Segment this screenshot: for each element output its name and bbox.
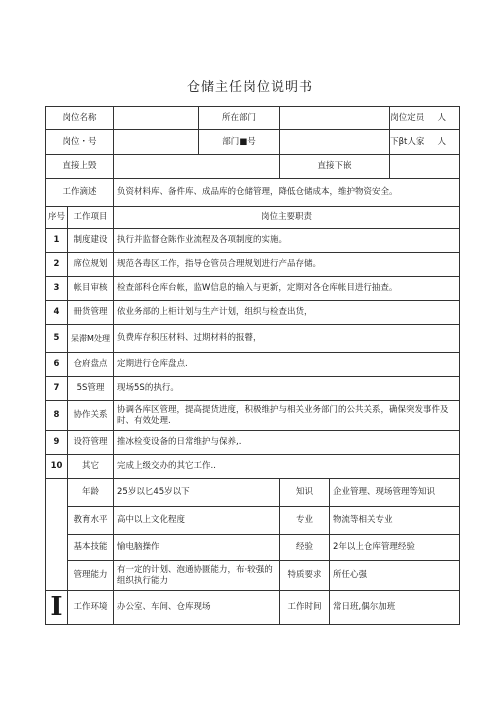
qual-value: 25岁以匕45岁以下 [114,479,280,507]
duty-number: 1 [46,229,68,253]
duty-row [46,277,460,301]
duty-number: 3 [46,277,68,301]
value-direct-superior [114,155,280,179]
duty-row [46,377,460,401]
duty-number: 9 [46,431,68,455]
label-position-number: 岗位・号 [46,130,114,155]
value-direct-subordinate [390,155,460,179]
label-headcount: 岗位定员 [390,112,425,123]
col-header-item: 工作项目 [68,207,114,229]
qualification-row [46,479,460,507]
duty-description: 推冰检变设备的日常维护与保养,. [114,431,460,455]
qual-label: 知识 [280,479,330,507]
duty-description: 依业务部的上柜计划与生产计划，组织与检查出货， [114,301,460,325]
duty-number: 7 [46,377,68,401]
label-department: 所在部门 [199,107,280,130]
duty-number: 10 [46,455,68,479]
label-department-number: 部门■号 [199,130,280,155]
duty-item: 帐目审核 [68,277,114,301]
qual-label: 经验 [280,535,330,561]
duty-description: 协调各库区管理，提高提货进度，积极维护与相关业务部门的公共关系，确保突发事件及时、有效处理. [114,401,460,431]
duty-description: 现场5S的执行。 [114,377,460,401]
qual-label: 基本技能 [68,535,114,561]
duty-item: 5S管理 [68,377,114,401]
label-overview: 工作滴述 [46,179,114,207]
duty-row [46,325,460,353]
document-title: 仓储主任岗位说明书 [186,80,313,95]
duty-description: 执行并监督仓陈作业流程及各项制度的实施。 [114,229,460,253]
label-subordinates: 下βt人家 [390,136,425,147]
qual-value: 物流等相关专业 [330,507,460,535]
header-row-3 [46,155,460,179]
duty-item: 制度建设 [68,229,114,253]
duty-item: 冊货管理 [68,301,114,325]
qual-label: 工作时间 [280,591,330,625]
qualification-side-cell [46,479,68,591]
qual-value: 有一定的计划、泡通协匮能力，布·较强的组织执行能力 [114,561,280,591]
duty-row [46,401,460,431]
label-direct-superior: 直接上毁 [46,155,114,179]
qual-value: 愉电脑操作 [114,535,280,561]
col-header-number: 序号 [46,207,68,229]
qual-label: 特质要求 [280,561,330,591]
subordinates-cell [390,130,460,155]
duty-number: 8 [46,401,68,431]
value-department-number [280,130,390,155]
duty-number: 4 [46,301,68,325]
qualification-row [46,561,460,591]
duty-description: 完成上级交办的其它工作.. [114,455,460,479]
value-position-number [114,130,199,155]
duty-row [46,431,460,455]
duty-description: 负费库存积压材料、过期材料的报瞽， [114,325,460,353]
qual-value: 常日班,偶尔加班 [330,591,460,625]
duty-row [46,455,460,479]
label-position-name: 岗位名称 [46,107,114,130]
qual-value: 所任心强 [330,561,460,591]
duty-number: 6 [46,353,68,377]
qual-value: 办公室、车间、仓库现场 [114,591,280,625]
duty-item: 仓府盘点 [68,353,114,377]
side-mark: I [46,591,68,625]
label-direct-subordinate: 直接下嵌 [280,155,390,179]
overview-row [46,179,460,207]
duty-row [46,353,460,377]
duty-row [46,253,460,277]
qual-value: 2年以上仓库管理经验 [330,535,460,561]
qual-value: 高中以上文化程度 [114,507,280,535]
overview-text: 负资材料库、备件库、成品库的仓储管理，降低仓储成本，维护物资安全。 [114,179,460,207]
duty-item: 席位规划 [68,253,114,277]
duty-description: 规范各毒区工作，指导仓管员合理规划进行产品存储。 [114,253,460,277]
qual-label: 教育水平 [68,507,114,535]
header-row-2 [46,130,460,155]
qual-label: 管理能力 [68,561,114,591]
duty-number: 2 [46,253,68,277]
duty-row [46,229,460,253]
duty-description: 定期进行仓库盘点. [114,353,460,377]
duty-header-row [46,207,460,229]
value-position-name [114,107,199,130]
unit-subordinates: 人 [437,136,447,147]
header-row-1 [46,107,460,130]
job-description-table [45,106,460,625]
duty-item: 协作关系 [68,401,114,431]
duty-item: 其它 [68,455,114,479]
qual-label: 专业 [280,507,330,535]
duty-item: 呆滞M处理 [68,325,114,353]
headcount-cell [390,107,460,130]
qual-label: 工作环境 [68,591,114,625]
qualification-row [46,591,460,625]
duty-description: 检查部科仓库台帐，监W信息的输入与更新，定期对各仓库帐目进行抽查。 [114,277,460,301]
qual-value: 企业管理、现场管理等知识 [330,479,460,507]
value-department [280,107,390,130]
duty-number: 5 [46,325,68,353]
col-header-duties: 岗位主要职责 [114,207,460,229]
qual-label: 年龄 [68,479,114,507]
unit-headcount: 人 [437,112,447,123]
duty-item: 设符管理 [68,431,114,455]
duty-row [46,301,460,325]
qualification-row [46,507,460,535]
qualification-row [46,535,460,561]
